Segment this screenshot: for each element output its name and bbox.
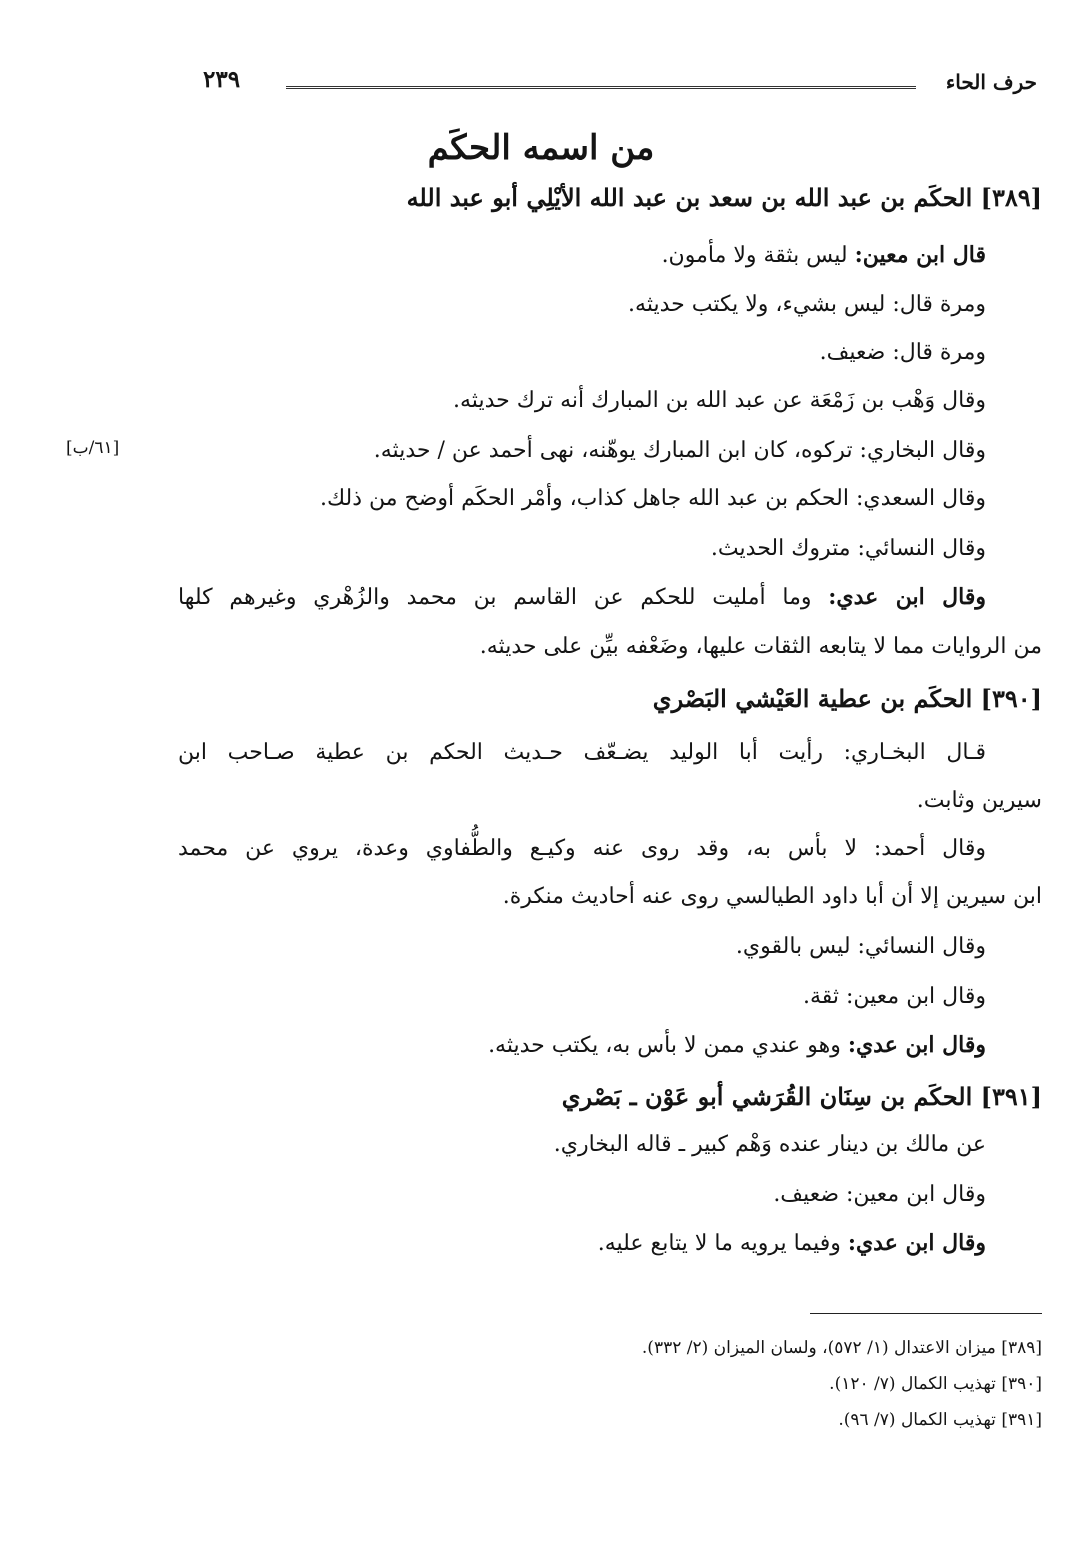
page-number: ٢٣٩ [203, 66, 241, 93]
entry-390-line: ابن سيرين إلا أن أبا داود الطيالسي روى عنه أحاديث منكرة. [502, 884, 1042, 909]
line-text: وفيما يرويه ما لا يتابع عليه. [597, 1231, 848, 1256]
line-text: ليس بثقة ولا مأمون. [661, 243, 855, 268]
entry-391-line: وقال ابن معين: ضعيف. [773, 1182, 986, 1207]
entry-390-line: سيرين وثابت. [916, 788, 1042, 813]
entry-390-line: قـال البخـاري: رأيت أبا الوليد يضـعّف حـديث الحكم بن عطية صـاحب ابن [178, 740, 986, 765]
running-head: حرف الحاء [945, 70, 1037, 94]
entry-390-line: وقال ابن معين: ثقة. [802, 984, 986, 1009]
footnote: [٣٨٩] ميزان الاعتدال (١/ ٥٧٢)، ولسان الميزان (٢/ ٣٣٢). [641, 1338, 1042, 1358]
footnote: [٣٩٠] تهذيب الكمال (٧/ ١٢٠). [829, 1374, 1042, 1394]
speaker: وقال ابن عدي: [847, 1230, 986, 1256]
footnote: [٣٩١] تهذيب الكمال (٧/ ٩٦). [838, 1410, 1042, 1430]
entry-389-heading: [٣٨٩] الحكَم بن عبد الله بن سعد بن عبد الله الأيْلِي أبو عبد الله [406, 183, 1042, 212]
entry-389-line [662, 240, 986, 271]
entry-389-line: وقال وَهْب بن زَمْعَة عن عبد الله بن المبارك أنه ترك حديثه. [453, 388, 986, 413]
header-rule [286, 86, 916, 89]
entry-389-line: ومرة قال: ضعيف. [819, 340, 986, 365]
entry-389-line: وقال السعدي: الحكم بن عبد الله جاهل كذاب، وأمْر الحكَم أوضح من ذلك. [319, 486, 986, 511]
manuscript-folio-note: [٦١/ب] [66, 438, 120, 458]
entry-391-line: عن مالك بن دينار عنده وَهْم كبير ـ قاله البخاري. [553, 1132, 986, 1157]
speaker: قال ابن معين: [854, 242, 986, 268]
entry-390-line [488, 1030, 986, 1061]
line-text: وهو عندي ممن لا بأس به، يكتب حديثه. [488, 1033, 848, 1058]
speaker: وقال ابن عدي: [828, 584, 986, 610]
speaker: وقال ابن عدي: [847, 1032, 986, 1058]
entry-389-line: من الروايات مما لا يتابعه الثقات عليها، وضَعْفه بيِّن على حديثه. [479, 634, 1042, 659]
section-title: من اسمه الحكَم [427, 128, 655, 168]
line-text: وما أمليت للحكم عن القاسم بن محمد والزُهْري وغيرهم كلها [178, 585, 829, 610]
entry-390-heading: [٣٩٠] الحكَم بن عطية العَيْشي البَصْري [652, 684, 1042, 713]
entry-389-line: وقال النسائي: متروك الحديث. [710, 536, 986, 561]
entry-389-line [178, 582, 986, 613]
entry-390-line: وقال النسائي: ليس بالقوي. [735, 934, 986, 959]
entry-391-line [598, 1228, 986, 1259]
footnote-rule [810, 1313, 1042, 1314]
entry-390-line: وقال أحمد: لا بأس به، وقد روى عنه وكيـع والطُّفاوي وعدة، يروي عن محمد [178, 836, 986, 861]
entry-389-line: وقال البخاري: تركوه، كان ابن المبارك يوهّنه، نهى أحمد عن / حديثه. [373, 438, 986, 463]
entry-391-heading: [٣٩١] الحكَم بن سِنَان القُرَشي أبو عَوْن ـ بَصْري [561, 1082, 1042, 1111]
entry-389-line: ومرة قال: ليس بشيء، ولا يكتب حديثه. [628, 292, 986, 317]
